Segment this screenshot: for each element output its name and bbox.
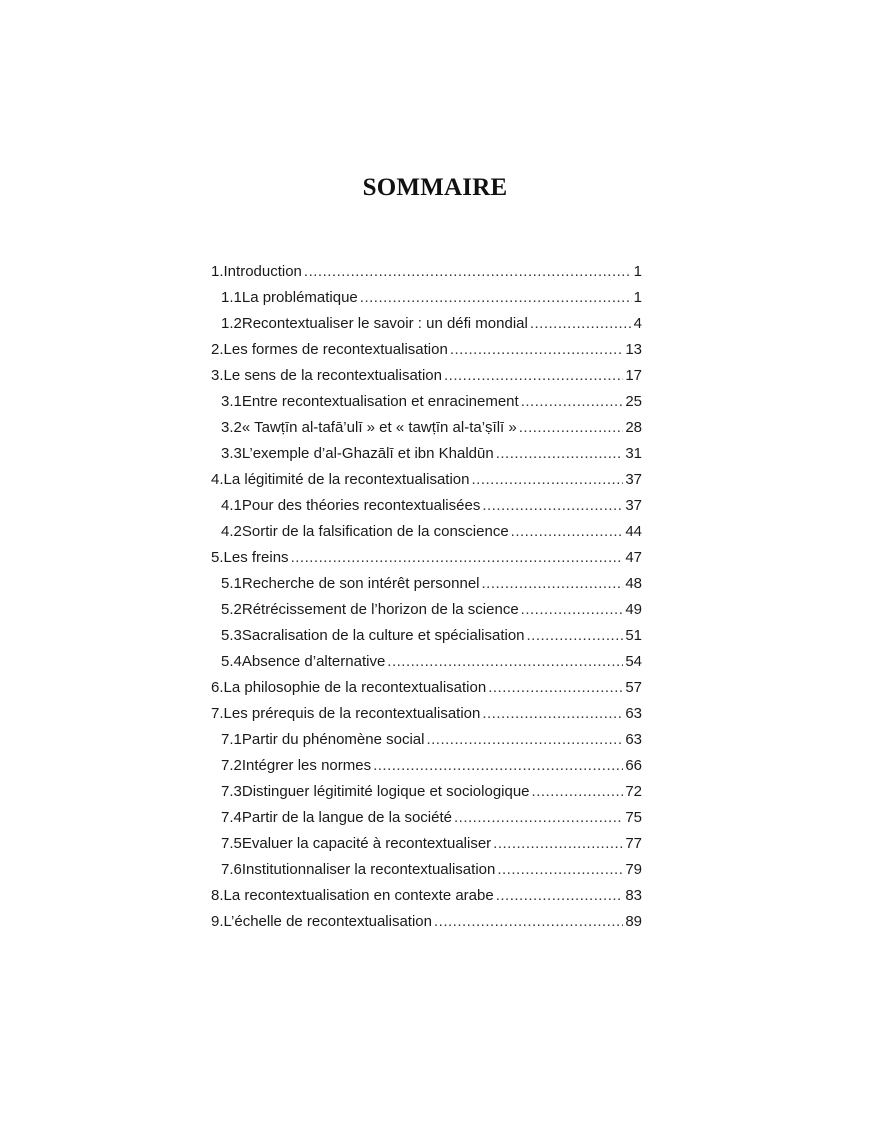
toc-section-entry[interactable] (211, 701, 642, 727)
toc-entry-label: Intégrer les normes (241, 757, 372, 774)
toc-entry-page: 1 (633, 289, 642, 306)
toc-section-entry[interactable] (211, 545, 642, 571)
toc-dot-leader (387, 649, 623, 675)
toc-dot-leader (360, 285, 632, 311)
toc-entry-number: 5.2 (221, 601, 242, 618)
toc-dot-leader (521, 597, 624, 623)
page-title: SOMMAIRE (362, 174, 508, 201)
toc-dot-leader (426, 727, 623, 753)
toc-entry-number: 5. (211, 549, 224, 566)
toc-dot-leader (527, 623, 624, 649)
toc-dot-leader (496, 883, 624, 909)
toc-section-entry[interactable] (211, 675, 642, 701)
toc-entry-number: 4. (211, 471, 224, 488)
toc-entry-number: 7.3 (221, 783, 242, 800)
toc-dot-leader (519, 415, 624, 441)
toc-entry-page: 1 (633, 263, 642, 280)
toc-entry-label: Absence d’alternative (241, 653, 386, 670)
toc-section-entry[interactable] (211, 909, 642, 935)
toc-entry-label: « Tawṭīn al-tafā’ulī » et « tawṭīn al-ta’ṣīlī » (241, 419, 517, 436)
toc-entry-number: 7.2 (221, 757, 242, 774)
toc-entry-number: 7.1 (221, 731, 242, 748)
toc-entry-page: 44 (625, 523, 642, 540)
toc-subsection-entry[interactable] (211, 779, 642, 805)
toc-entry-label: Recontextualiser le savoir : un défi mondial (241, 315, 528, 332)
toc-entry-page: 72 (625, 783, 642, 800)
table-of-contents (211, 259, 642, 935)
toc-entry-page: 4 (633, 315, 642, 332)
toc-subsection-entry[interactable] (211, 857, 642, 883)
toc-dot-leader (511, 519, 624, 545)
toc-dot-leader (530, 311, 632, 337)
toc-entry-label: Introduction (223, 263, 302, 280)
toc-entry-label: Le sens de la recontextualisation (223, 367, 442, 384)
toc-entry-page: 75 (625, 809, 642, 826)
toc-entry-number: 8. (211, 887, 224, 904)
toc-dot-leader (291, 545, 624, 571)
toc-section-entry[interactable] (211, 883, 642, 909)
toc-entry-page: 17 (625, 367, 642, 384)
toc-subsection-entry[interactable] (211, 285, 642, 311)
toc-dot-leader (496, 441, 624, 467)
toc-entry-label: Les freins (223, 549, 289, 566)
toc-subsection-entry[interactable] (211, 571, 642, 597)
toc-entry-label: La recontextualisation en contexte arabe (223, 887, 494, 904)
toc-subsection-entry[interactable] (211, 493, 642, 519)
toc-entry-number: 7.4 (221, 809, 242, 826)
toc-entry-number: 2. (211, 341, 224, 358)
toc-dot-leader (488, 675, 623, 701)
toc-dot-leader (444, 363, 623, 389)
toc-entry-page: 83 (625, 887, 642, 904)
toc-dot-leader (434, 909, 623, 935)
toc-dot-leader (521, 389, 624, 415)
toc-entry-page: 54 (625, 653, 642, 670)
toc-dot-leader (482, 701, 623, 727)
toc-entry-number: 5.1 (221, 575, 242, 592)
toc-entry-number: 1.2 (221, 315, 242, 332)
toc-entry-page: 37 (625, 471, 642, 488)
toc-entry-page: 47 (625, 549, 642, 566)
toc-entry-number: 5.4 (221, 653, 242, 670)
toc-entry-number: 1.1 (221, 289, 242, 306)
toc-subsection-entry[interactable] (211, 597, 642, 623)
toc-subsection-entry[interactable] (211, 389, 642, 415)
toc-entry-label: La philosophie de la recontextualisation (223, 679, 487, 696)
toc-entry-number: 9. (211, 913, 224, 930)
toc-entry-page: 31 (625, 445, 642, 462)
toc-section-entry[interactable] (211, 259, 642, 285)
toc-dot-leader (304, 259, 632, 285)
toc-subsection-entry[interactable] (211, 753, 642, 779)
toc-entry-page: 13 (625, 341, 642, 358)
toc-dot-leader (493, 831, 623, 857)
toc-dot-leader (454, 805, 623, 831)
toc-entry-page: 57 (625, 679, 642, 696)
toc-entry-label: L’échelle de recontextualisation (223, 913, 432, 930)
toc-entry-label: Institutionnaliser la recontextualisation (241, 861, 496, 878)
toc-entry-label: Les formes de recontextualisation (223, 341, 448, 358)
toc-entry-number: 7.6 (221, 861, 242, 878)
toc-entry-number: 7. (211, 705, 224, 722)
toc-entry-label: La problématique (241, 289, 358, 306)
toc-dot-leader (373, 753, 623, 779)
toc-entry-number: 3.3 (221, 445, 242, 462)
toc-entry-label: Les prérequis de la recontextualisation (223, 705, 481, 722)
toc-entry-label: Entre recontextualisation et enracinement (241, 393, 519, 410)
toc-subsection-entry[interactable] (211, 415, 642, 441)
toc-dot-leader (472, 467, 624, 493)
toc-entry-number: 7.5 (221, 835, 242, 852)
toc-entry-number: 6. (211, 679, 224, 696)
toc-subsection-entry[interactable] (211, 649, 642, 675)
toc-subsection-entry[interactable] (211, 805, 642, 831)
toc-entry-number: 3.2 (221, 419, 242, 436)
toc-entry-number: 3. (211, 367, 224, 384)
toc-dot-leader (497, 857, 623, 883)
toc-entry-label: Pour des théories recontextualisées (241, 497, 481, 514)
toc-entry-page: 79 (625, 861, 642, 878)
toc-entry-number: 5.3 (221, 627, 242, 644)
toc-entry-label: Sortir de la falsification de la conscience (241, 523, 509, 540)
toc-dot-leader (482, 571, 624, 597)
toc-entry-label: La légitimité de la recontextualisation (223, 471, 470, 488)
toc-entry-page: 63 (625, 705, 642, 722)
toc-entry-label: Sacralisation de la culture et spécialisation (241, 627, 525, 644)
toc-entry-page: 66 (625, 757, 642, 774)
toc-entry-page: 51 (625, 627, 642, 644)
toc-entry-page: 48 (625, 575, 642, 592)
toc-entry-page: 89 (625, 913, 642, 930)
toc-entry-label: L’exemple d’al-Ghazālī et ibn Khaldūn (241, 445, 494, 462)
toc-entry-page: 28 (625, 419, 642, 436)
toc-section-entry[interactable] (211, 363, 642, 389)
toc-entry-page: 25 (625, 393, 642, 410)
toc-entry-label: Evaluer la capacité à recontextualiser (241, 835, 492, 852)
toc-entry-page: 63 (625, 731, 642, 748)
toc-entry-page: 49 (625, 601, 642, 618)
toc-entry-label: Rétrécissement de l’horizon de la science (241, 601, 519, 618)
toc-subsection-entry[interactable] (211, 623, 642, 649)
toc-entry-number: 4.1 (221, 497, 242, 514)
toc-dot-leader (532, 779, 624, 805)
toc-entry-page: 77 (625, 835, 642, 852)
toc-subsection-entry[interactable] (211, 831, 642, 857)
toc-dot-leader (450, 337, 624, 363)
toc-subsection-entry[interactable] (211, 441, 642, 467)
toc-entry-page: 37 (625, 497, 642, 514)
toc-entry-label: Partir du phénomène social (241, 731, 425, 748)
toc-section-entry[interactable] (211, 467, 642, 493)
toc-dot-leader (482, 493, 623, 519)
toc-entry-label: Recherche de son intérêt personnel (241, 575, 480, 592)
toc-subsection-entry[interactable] (211, 519, 642, 545)
toc-subsection-entry[interactable] (211, 311, 642, 337)
toc-section-entry[interactable] (211, 337, 642, 363)
toc-entry-number: 4.2 (221, 523, 242, 540)
toc-entry-number: 1. (211, 263, 224, 280)
toc-entry-number: 3.1 (221, 393, 242, 410)
toc-entry-label: Distinguer légitimité logique et sociologique (241, 783, 530, 800)
toc-subsection-entry[interactable] (211, 727, 642, 753)
toc-entry-label: Partir de la langue de la société (241, 809, 452, 826)
